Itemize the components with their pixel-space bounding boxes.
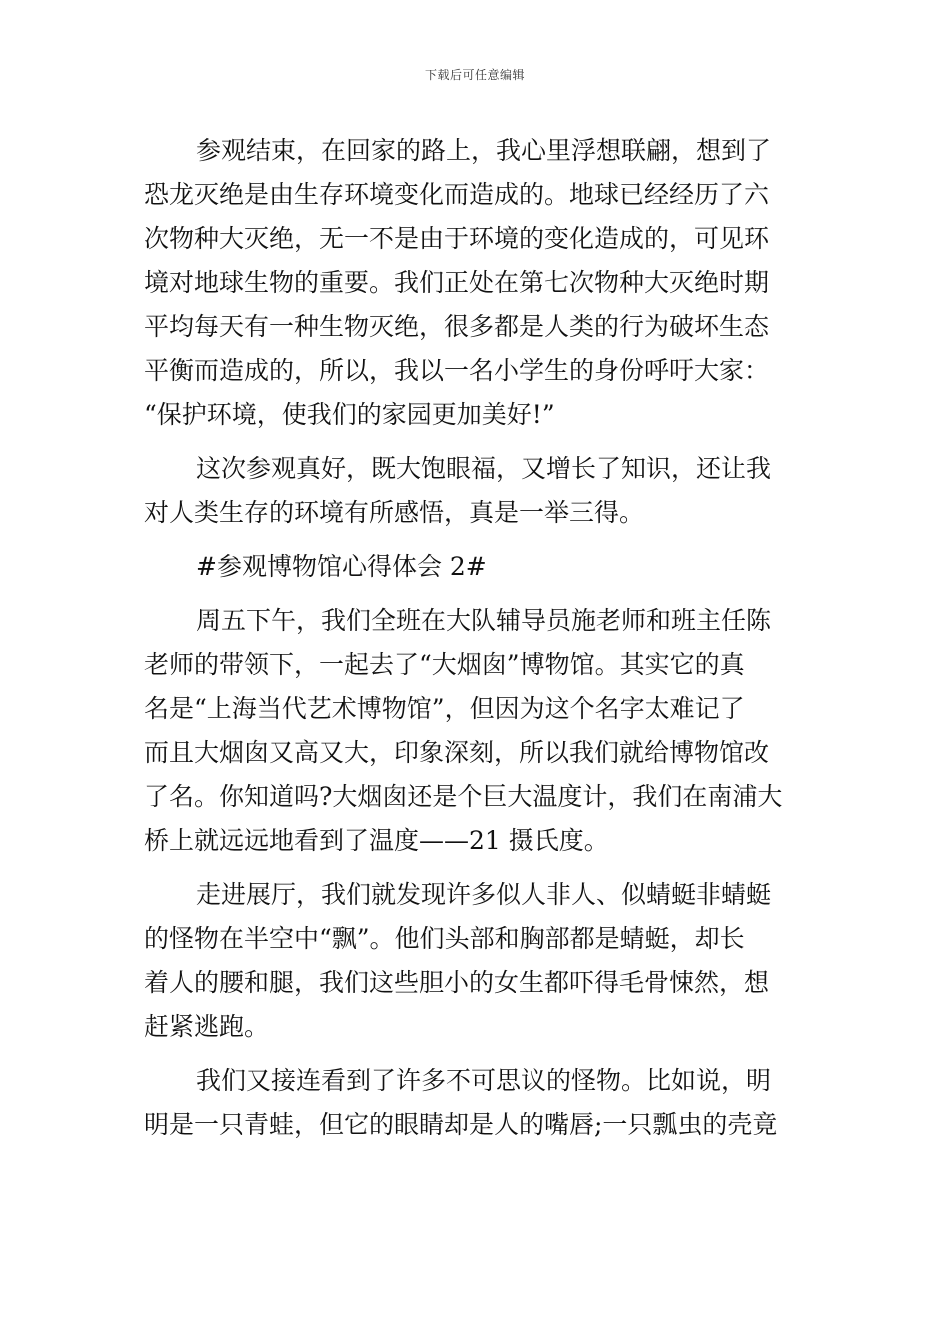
text-line: 的怪物在半空中“飘”。他们头部和胸部都是蜻蜓，却长	[144, 924, 745, 953]
text-line: 明是一只青蛙，但它的眼睛却是人的嘴唇;一只瓢虫的壳竟	[144, 1110, 778, 1139]
text-line: 境对地球生物的重要。我们正处在第七次物种大灭绝时期	[144, 268, 770, 297]
text-line: 而且大烟囱又高又大，印象深刻，所以我们就给博物馆改	[144, 738, 770, 767]
paragraph	[144, 449, 808, 537]
text-line: 走进展厅，我们就发现许多似人非人、似蜻蜓非蜻蜓	[196, 880, 772, 909]
text-line: 周五下午，我们全班在大队辅导员施老师和班主任陈	[196, 606, 772, 635]
paragraph	[144, 131, 808, 439]
text-line: 这次参观真好，既大饱眼福，又增长了知识，还让我	[196, 454, 772, 483]
text-line: 参观结束，在回家的路上，我心里浮想联翩，想到了	[196, 136, 772, 165]
text-line: “保护环境，使我们的家园更加美好!”	[144, 400, 555, 429]
paragraph	[144, 875, 808, 1051]
text-line: 次物种大灭绝，无一不是由于环境的变化造成的，可见环	[144, 224, 770, 253]
text-line: 恐龙灭绝是由生存环境变化而造成的。地球已经经历了六	[144, 180, 770, 209]
text-line: 桥上就远远地看到了温度——21 摄氏度。	[144, 826, 609, 855]
paragraph	[144, 1061, 808, 1149]
text-line: 平衡而造成的，所以，我以一名小学生的身份呼吁大家：	[144, 356, 770, 385]
section-heading	[144, 547, 808, 591]
text-line: 着人的腰和腿，我们这些胆小的女生都吓得毛骨悚然，想	[144, 968, 770, 997]
text-line: 了名。你知道吗?大烟囱还是个巨大温度计，我们在南浦大	[144, 782, 783, 811]
paragraph	[144, 601, 808, 865]
text-line: 平均每天有一种生物灭绝，很多都是人类的行为破坏生态	[144, 312, 770, 341]
document-body	[144, 131, 808, 1149]
text-line: 名是“上海当代艺术博物馆”，但因为这个名字太难记了	[144, 694, 745, 723]
text-line: 我们又接连看到了许多不可思议的怪物。比如说，明	[196, 1066, 772, 1095]
page-header: 下载后可任意编辑	[424, 68, 525, 82]
text-line: 对人类生存的环境有所感悟，真是一举三得。	[144, 498, 645, 527]
text-line: 赶紧逃跑。	[144, 1012, 270, 1041]
text-line: #参观博物馆心得体会 2#	[196, 552, 487, 581]
text-line: 老师的带领下，一起去了“大烟囱”博物馆。其实它的真	[144, 650, 745, 679]
